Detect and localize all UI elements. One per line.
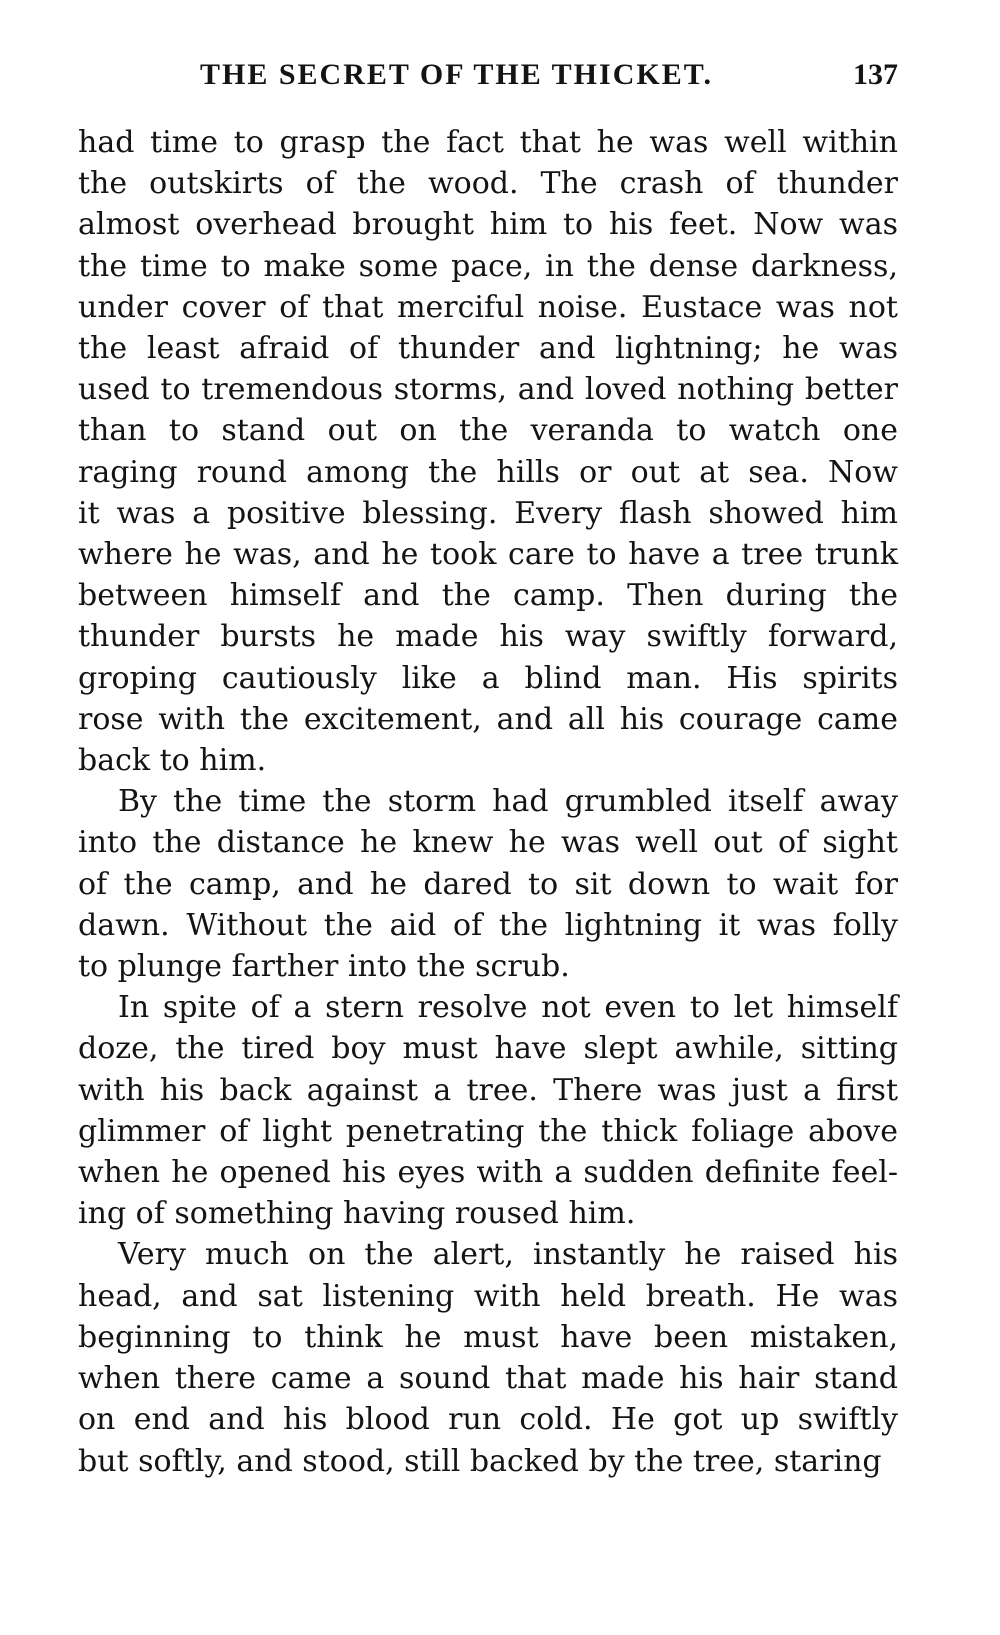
- text-line: with his back against a tree. There was just a first: [78, 1072, 898, 1108]
- text-line: under cover of that merciful noise. Eustace was not: [78, 289, 898, 325]
- text-line: the outskirts of the wood. The crash of thunder: [78, 166, 898, 202]
- text-line: on end and his blood run cold. He got up swiftly: [78, 1402, 898, 1438]
- text-line: to plunge farther into the scrub.: [78, 949, 570, 985]
- paragraph: [78, 122, 898, 781]
- text-line: ing of something having roused him.: [78, 1196, 636, 1232]
- text-line: By the time the storm had grumbled itself away: [118, 784, 898, 820]
- running-title: THE SECRET OF THE THICKET.: [200, 58, 713, 91]
- text-line: glimmer of light penetrating the thick foliage above: [78, 1113, 898, 1149]
- text-line: when there came a sound that made his hair stand: [78, 1361, 898, 1397]
- text-line: dawn. Without the aid of the lightning it was folly: [78, 907, 898, 943]
- text-line: the time to make some pace, in the dense darkness,: [78, 248, 898, 284]
- text-line: of the camp, and he dared to sit down to wait for: [78, 866, 898, 902]
- text-line: groping cautiously like a blind man. His spirits: [78, 660, 898, 696]
- text-line: it was a positive blessing. Every flash showed him: [78, 495, 898, 531]
- text-line: beginning to think he must have been mistaken,: [78, 1319, 898, 1355]
- text-line: into the distance he knew he was well out of sight: [78, 825, 898, 861]
- text-line: head, and sat listening with held breath. He was: [78, 1278, 898, 1314]
- text-line: raging round among the hills or out at sea. Now: [78, 454, 898, 490]
- text-line: between himself and the camp. Then during the: [78, 578, 898, 614]
- text-line: than to stand out on the veranda to watch one: [78, 413, 898, 449]
- text-line: rose with the excitement, and all his courage came: [78, 701, 898, 737]
- text-line: Very much on the alert, instantly he raised his: [118, 1237, 898, 1273]
- paragraph: [78, 987, 898, 1234]
- text-line: but softly, and stood, still backed by the tree, staring: [78, 1443, 882, 1479]
- text-line: used to tremendous storms, and loved nothing better: [78, 372, 898, 408]
- text-line: thunder bursts he made his way swiftly forward,: [78, 619, 898, 655]
- text-line: doze, the tired boy must have slept awhile, sitting: [78, 1031, 898, 1067]
- text-line: almost overhead brought him to his feet. Now was: [78, 207, 898, 243]
- running-head: [78, 52, 898, 102]
- text-line: the least afraid of thunder and lightning; he was: [78, 331, 898, 367]
- text-line: back to him.: [78, 743, 267, 779]
- text-line: In spite of a stern resolve not even to let himself: [118, 990, 898, 1026]
- paragraph: [78, 781, 898, 987]
- book-page: [78, 52, 898, 1482]
- text-line: when he opened his eyes with a sudden definite feel-: [78, 1155, 898, 1191]
- text-line: where he was, and he took care to have a tree trunk: [78, 537, 898, 573]
- page-number: 137: [853, 58, 898, 91]
- body-text: [78, 122, 898, 1482]
- paragraph: [78, 1234, 898, 1481]
- text-line: had time to grasp the fact that he was well within: [78, 125, 898, 160]
